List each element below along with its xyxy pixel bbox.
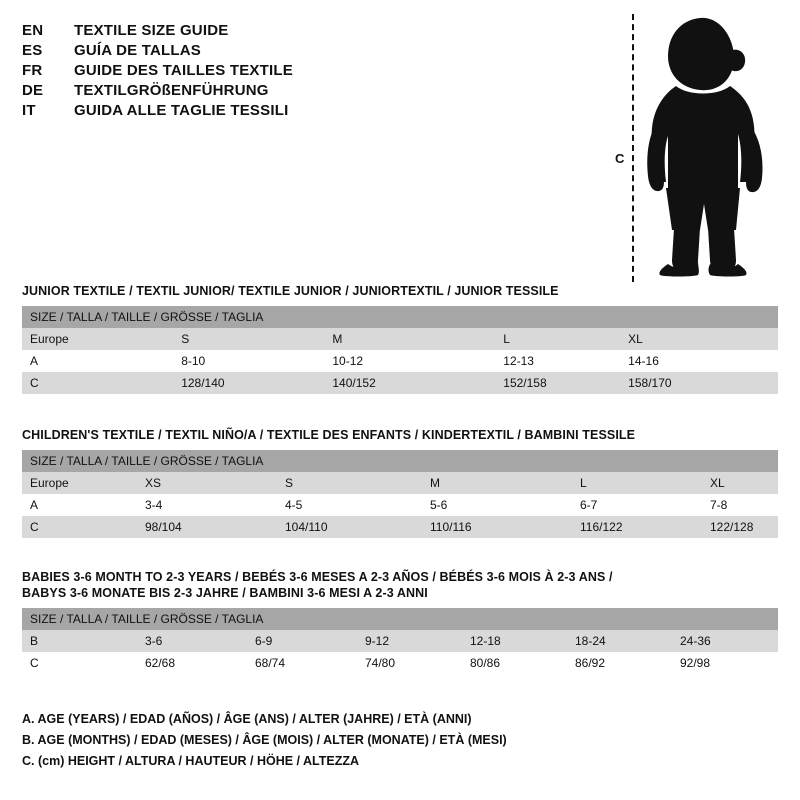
title-it: GUIDA ALLE TAGLIE TESSILI	[74, 102, 289, 119]
cell: 80/86	[462, 652, 567, 674]
table-header-row	[22, 608, 778, 630]
row-label: A	[22, 350, 173, 372]
cell: 12-13	[495, 350, 620, 372]
cell: 86/92	[567, 652, 672, 674]
cell: 18-24	[567, 630, 672, 652]
cell: 9-12	[357, 630, 462, 652]
title-fr: GUIDE DES TAILLES TEXTILE	[74, 62, 293, 79]
section-junior	[22, 284, 778, 394]
row-label: Europe	[22, 472, 137, 494]
header-row	[22, 102, 442, 119]
babies-size-table	[22, 608, 778, 674]
child-figure	[600, 10, 790, 280]
row-label: Europe	[22, 328, 173, 350]
cell: 5-6	[422, 494, 572, 516]
cell: 4-5	[277, 494, 422, 516]
lang-code-es: ES	[22, 42, 43, 59]
cell: 12-18	[462, 630, 567, 652]
table-row	[22, 630, 778, 652]
section-babies	[22, 570, 778, 674]
section-junior-title: JUNIOR TEXTILE / TEXTIL JUNIOR/ TEXTILE JUNIOR / JUNIORTEXTIL / JUNIOR TESSILE	[22, 284, 559, 298]
section-babies-title-line1: BABIES 3-6 MONTH TO 2-3 YEARS / BEBÉS 3-6 MESES A 2-3 AÑOS / BÉBÉS 3-6 MOIS À 2-3 ANS /	[22, 570, 613, 584]
height-measure-line	[632, 14, 634, 282]
cell: 152/158	[495, 372, 620, 394]
section-children-title: CHILDREN'S TEXTILE / TEXTIL NIÑO/A / TEXTILE DES ENFANTS / KINDERTEXTIL / BAMBINI TESSILE	[22, 428, 636, 442]
table-row	[22, 494, 778, 516]
title-en: TEXTILE SIZE GUIDE	[74, 22, 229, 39]
lang-code-fr: FR	[22, 62, 43, 79]
section-children	[22, 428, 778, 538]
cell: 7-8	[702, 494, 778, 516]
cell: 140/152	[324, 372, 495, 394]
title-es: GUÍA DE TALLAS	[74, 42, 201, 59]
title-de: TEXTILGRÖßENFÜHRUNG	[74, 82, 269, 99]
cell: 3-6	[137, 630, 247, 652]
child-silhouette-icon	[642, 16, 782, 278]
table-row	[22, 652, 778, 674]
legend-item-b: B. AGE (MONTHS) / EDAD (MESES) / ÂGE (MOIS) / ALTER (MONATE) / ETÀ (MESI)	[22, 733, 507, 747]
cell: 6-9	[247, 630, 357, 652]
cell: M	[422, 472, 572, 494]
row-label: C	[22, 372, 173, 394]
header-row	[22, 22, 442, 39]
cell: 6-7	[572, 494, 702, 516]
junior-head-label: SIZE / TALLA / TAILLE / GRÖSSE / TAGLIA	[22, 306, 778, 328]
cell: 10-12	[324, 350, 495, 372]
children-size-table	[22, 450, 778, 538]
table-row	[22, 328, 778, 350]
row-label: A	[22, 494, 137, 516]
cell: 74/80	[357, 652, 462, 674]
cell: 92/98	[672, 652, 778, 674]
cell: L	[495, 328, 620, 350]
table-header-row	[22, 450, 778, 472]
section-babies-title-line2: BABYS 3-6 MONATE BIS 2-3 JAHRE / BAMBINI 3-6 MESI A 2-3 ANNI	[22, 586, 428, 600]
cell: 104/110	[277, 516, 422, 538]
legend-item-a: A. AGE (YEARS) / EDAD (AÑOS) / ÂGE (ANS) / ALTER (JAHRE) / ETÀ (ANNI)	[22, 712, 472, 726]
cell: 110/116	[422, 516, 572, 538]
cell: S	[173, 328, 324, 350]
row-label: C	[22, 516, 137, 538]
header-row	[22, 82, 442, 99]
cell: 62/68	[137, 652, 247, 674]
cell: L	[572, 472, 702, 494]
header-row	[22, 62, 442, 79]
table-row	[22, 516, 778, 538]
cell: 98/104	[137, 516, 277, 538]
table-row	[22, 372, 778, 394]
header-row	[22, 42, 442, 59]
children-head-label: SIZE / TALLA / TAILLE / GRÖSSE / TAGLIA	[22, 450, 778, 472]
cell: XS	[137, 472, 277, 494]
cell: 14-16	[620, 350, 778, 372]
table-row	[22, 472, 778, 494]
legend-item-c: C. (cm) HEIGHT / ALTURA / HAUTEUR / HÖHE / ALTEZZA	[22, 754, 360, 768]
table-header-row	[22, 306, 778, 328]
row-label: B	[22, 630, 137, 652]
junior-size-table	[22, 306, 778, 394]
cell: 68/74	[247, 652, 357, 674]
cell: M	[324, 328, 495, 350]
lang-code-en: EN	[22, 22, 44, 39]
cell: 116/122	[572, 516, 702, 538]
header	[22, 22, 442, 122]
cell: 128/140	[173, 372, 324, 394]
cell: 8-10	[173, 350, 324, 372]
babies-head-label: SIZE / TALLA / TAILLE / GRÖSSE / TAGLIA	[22, 608, 778, 630]
table-row	[22, 350, 778, 372]
lang-code-it: IT	[22, 102, 36, 119]
cell: 3-4	[137, 494, 277, 516]
row-label: C	[22, 652, 137, 674]
lang-code-de: DE	[22, 82, 44, 99]
cell: 122/128	[702, 516, 778, 538]
measure-label-c: C	[613, 148, 626, 169]
cell: 24-36	[672, 630, 778, 652]
cell: S	[277, 472, 422, 494]
cell: XL	[702, 472, 778, 494]
cell: XL	[620, 328, 778, 350]
legend	[22, 712, 778, 775]
cell: 158/170	[620, 372, 778, 394]
